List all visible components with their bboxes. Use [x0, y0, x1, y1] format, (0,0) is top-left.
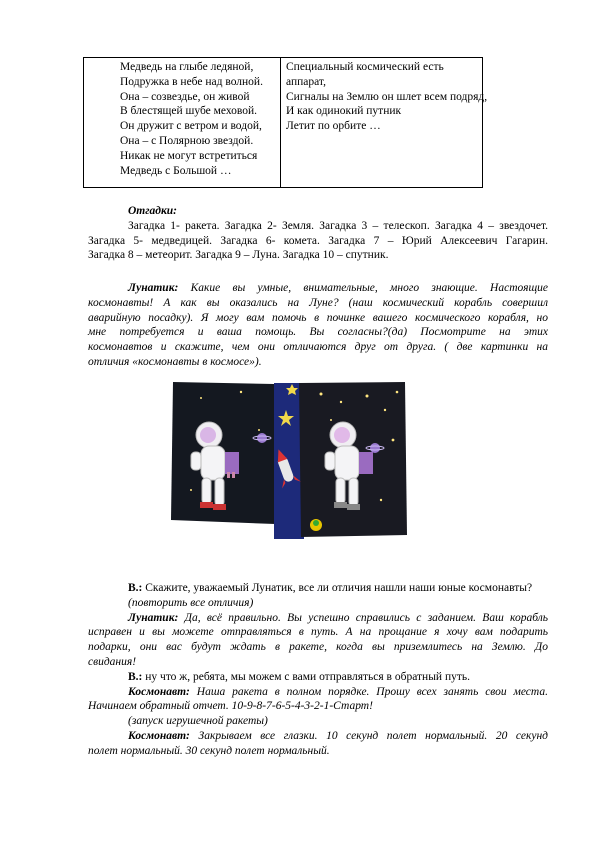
dialogue-text: Наша ракета в полном порядке. Прошу всех занять свои места.	[189, 685, 548, 698]
luntik-line: отличия «космонавты в космосе»).	[88, 355, 262, 368]
dialogue-line: свидания!	[88, 655, 137, 668]
astronaut-difference-pictures-image	[171, 380, 407, 539]
luntik-line: космонавтов и скажите, чем они отличаются друг от друга. ( две картинки на	[88, 341, 548, 354]
riddle-line: Она – с Полярною звездой.	[120, 134, 254, 147]
luntik-line: мне потребуется и ваша помощь. Вы согласны?(да) Посмотрите на этих	[88, 326, 548, 339]
dialogue-line	[88, 670, 548, 685]
riddle-line: Медведь с Большой …	[120, 164, 232, 177]
answers-line: Загадка 1- ракета. Загадка 2- Земля. Загадка 3 – телескоп. Загадка 4 – звездочет.	[128, 219, 548, 232]
riddle-line: Подружка в небе над волной.	[120, 75, 263, 88]
riddle-line: Она – созвездье, он живой	[120, 90, 250, 103]
riddles-table	[83, 57, 488, 188]
answers-heading: Отгадки:	[128, 205, 178, 217]
dialogue-line: исправен и вы можете отправляться в путь. А на прощание я хочу вам подарить	[88, 626, 548, 639]
speaker-label: Космонавт:	[128, 685, 190, 698]
speaker-label: Лунатик:	[128, 611, 179, 624]
stage-note: (запуск игрушечной ракеты)	[128, 715, 268, 728]
riddle-line: аппарат,	[286, 75, 326, 88]
dialogue-line: подарки, они вас будут ждать в ракете, когда вы приземлитесь на Землю. До	[88, 641, 548, 654]
luntik-line: аварийную посадку). Я могу вам помочь в починке вашего космического корабля, но	[88, 311, 548, 324]
answers-line: Загадка 8 – метеорит. Загадка 9 – Луна. Загадка 10 – спутник.	[88, 249, 389, 262]
dialogue-line: полет нормальный. 30 секунд полет нормальный.	[88, 744, 330, 757]
astronaut-pictures-svg	[171, 380, 407, 539]
dialogue-line	[88, 685, 548, 700]
answers-block	[88, 204, 548, 263]
riddle-line: Специальный космический есть	[286, 61, 444, 73]
dialogue-text: Да, всё правильно. Вы успешно справились с заданием. Ваш корабль	[178, 611, 548, 624]
dialogue-block	[88, 581, 548, 759]
speaker-label: В.:	[128, 582, 143, 594]
table-divider	[280, 58, 281, 187]
dialogue-text: Скажите, уважаемый Лунатик, все ли отличия нашли наши юные космонавты?	[142, 582, 533, 594]
dialogue-line	[88, 581, 548, 596]
speaker-label: Космонавт:	[128, 729, 190, 742]
dialogue-text: ну что ж, ребята, мы можем с вами отправляться в обратный путь.	[142, 670, 471, 683]
stage-note: (повторить все отличия)	[128, 596, 254, 609]
luntik-line1	[88, 281, 548, 296]
speaker-label: Лунатик:	[128, 282, 179, 294]
luntik-paragraph	[88, 281, 548, 370]
answers-line: Загадка 5- медведицей. Загадка 6- комета. Загадка 7 – Юрий Алексеевич Гагарин.	[88, 234, 548, 247]
dialogue-line	[88, 729, 548, 744]
riddle-line: Летит по орбите …	[286, 120, 381, 133]
luntik-line: космонавты! А как вы оказались на Луне? (наш космический корабль совершил	[88, 296, 548, 309]
riddle-line: Медведь на глыбе ледяной,	[120, 61, 254, 73]
dialogue-line: Начинаем обратный отчет. 10-9-8-7-6-5-4-3-2-1-Старт!	[88, 700, 373, 713]
riddle-line: Он дружит с ветром и водой,	[120, 120, 262, 133]
riddle-line: И как одинокий путник	[286, 105, 402, 118]
speaker-label: В.:	[128, 670, 143, 683]
dialogue-line	[88, 611, 548, 626]
riddle-line: В блестящей шубе меховой.	[120, 105, 258, 118]
luntik-text: Какие вы умные, внимательные, много знающие. Настоящие	[178, 282, 548, 294]
table-cell-left	[120, 60, 280, 178]
riddle-line: Сигналы на Землю он шлет всем подряд,	[286, 90, 488, 103]
table-cell-right	[286, 60, 486, 134]
riddle-line: Никак не могут встретиться	[120, 149, 258, 162]
dialogue-text: Закрываем все глазки. 10 секунд полет нормальный. 20 секунд	[189, 729, 548, 742]
